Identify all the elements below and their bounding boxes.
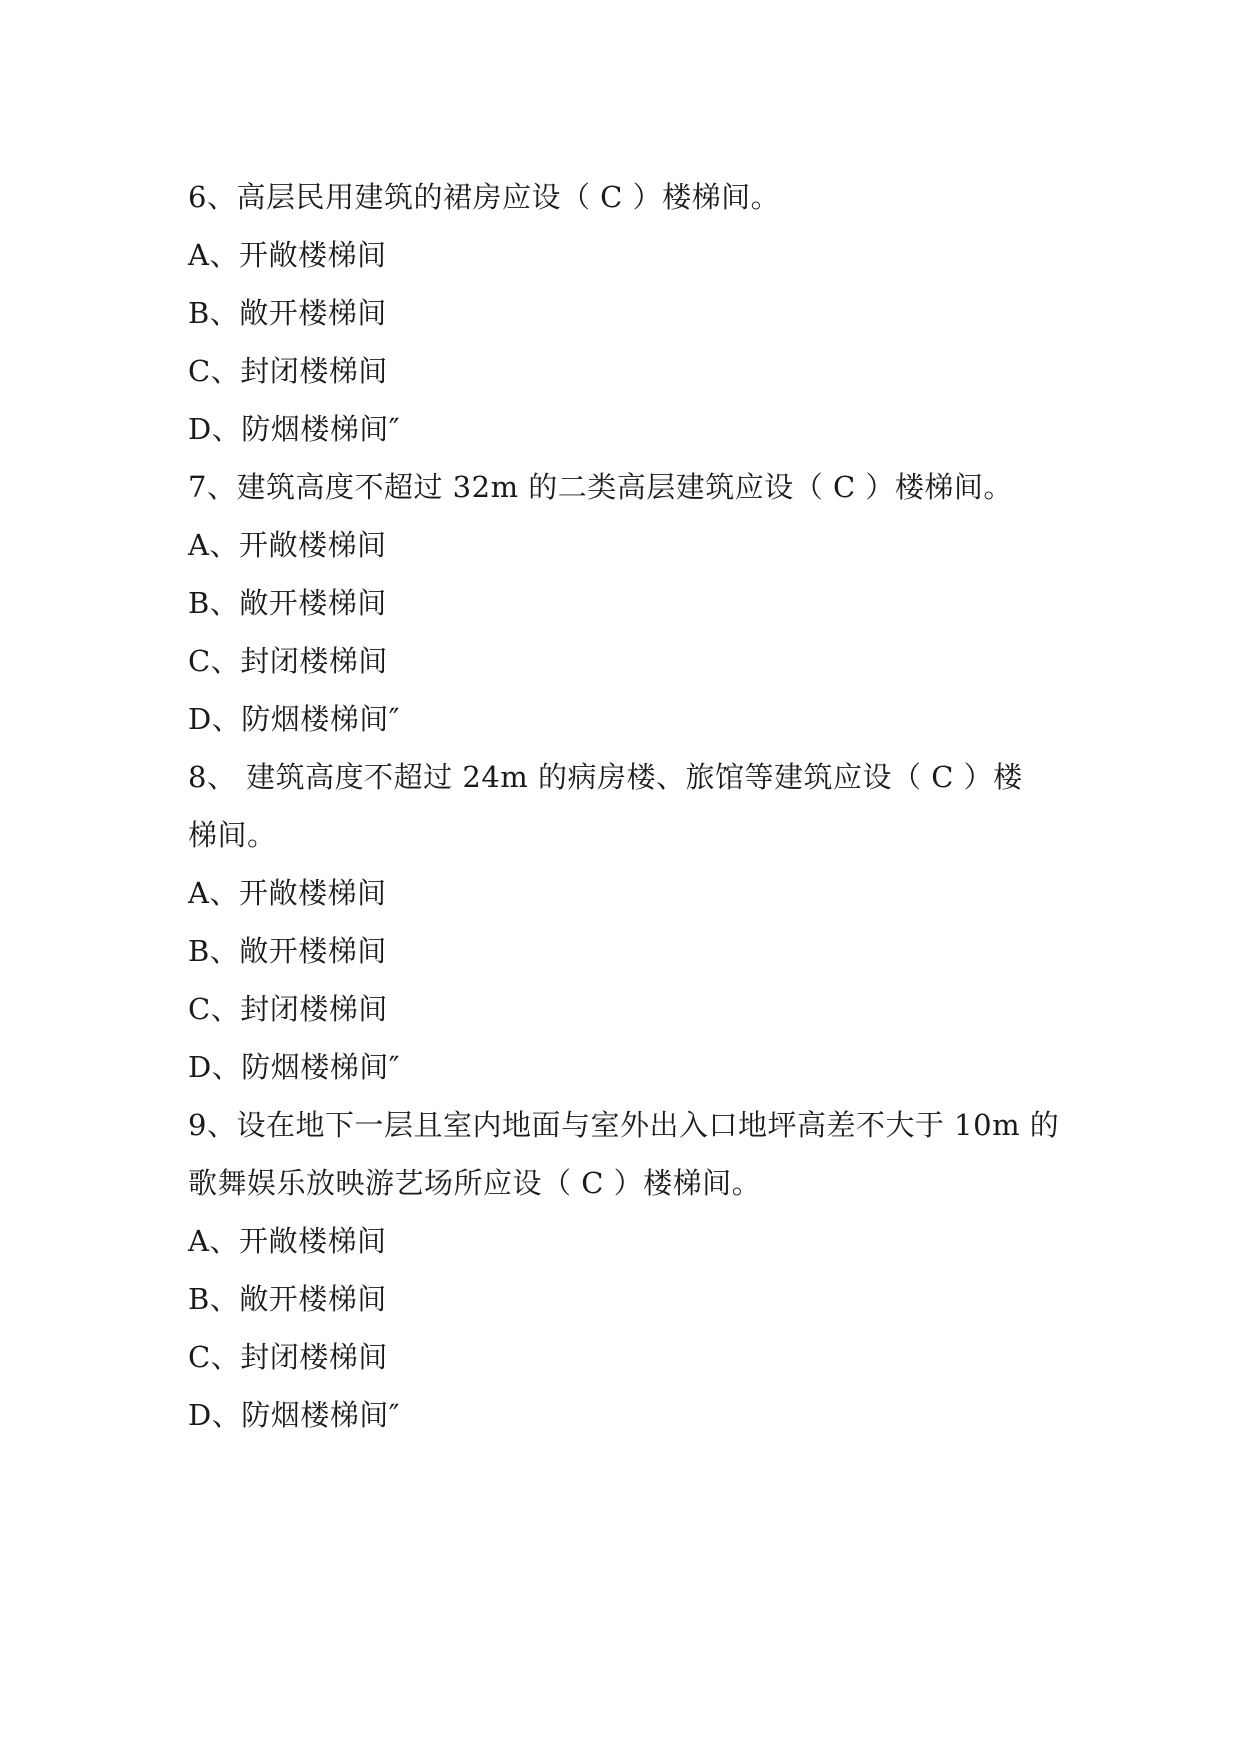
question-7-option-d: D、防烟楼梯间″	[188, 702, 401, 736]
question-8-option-b: B、敞开楼梯间	[188, 934, 387, 968]
question-7-stem: 7、建筑高度不超过 32m 的二类高层建筑应设（ C ）楼梯间。	[188, 470, 1013, 504]
question-6-stem: 6、高层民用建筑的裙房应设（ C ）楼梯间。	[188, 180, 781, 214]
question-9-stem-line-1: 9、设在地下一层且室内地面与室外出入口地坪高差不大于 10m 的	[188, 1108, 1060, 1142]
question-9-option-d: D、防烟楼梯间″	[188, 1398, 401, 1432]
question-6-option-b: B、敞开楼梯间	[188, 296, 387, 330]
question-8-option-a: A、开敞楼梯间	[188, 876, 387, 910]
question-7-option-c: C、封闭楼梯间	[188, 644, 388, 678]
question-8-stem-line-1: 8、 建筑高度不超过 24m 的病房楼、旅馆等建筑应设（ C ）楼	[188, 760, 1023, 794]
question-6-option-a: A、开敞楼梯间	[188, 238, 387, 272]
question-9-option-c: C、封闭楼梯间	[188, 1340, 388, 1374]
question-9-stem-line-2: 歌舞娱乐放映游艺场所应设（ C ）楼梯间。	[188, 1166, 762, 1200]
question-9-option-a: A、开敞楼梯间	[188, 1224, 387, 1258]
question-8-option-d: D、防烟楼梯间″	[188, 1050, 401, 1084]
question-9-option-b: B、敞开楼梯间	[188, 1282, 387, 1316]
question-7-option-b: B、敞开楼梯间	[188, 586, 387, 620]
question-6-option-d: D、防烟楼梯间″	[188, 412, 401, 446]
question-8-stem-line-2: 梯间。	[188, 818, 277, 852]
question-8-option-c: C、封闭楼梯间	[188, 992, 388, 1026]
question-7-option-a: A、开敞楼梯间	[188, 528, 387, 562]
question-6-option-c: C、封闭楼梯间	[188, 354, 388, 388]
